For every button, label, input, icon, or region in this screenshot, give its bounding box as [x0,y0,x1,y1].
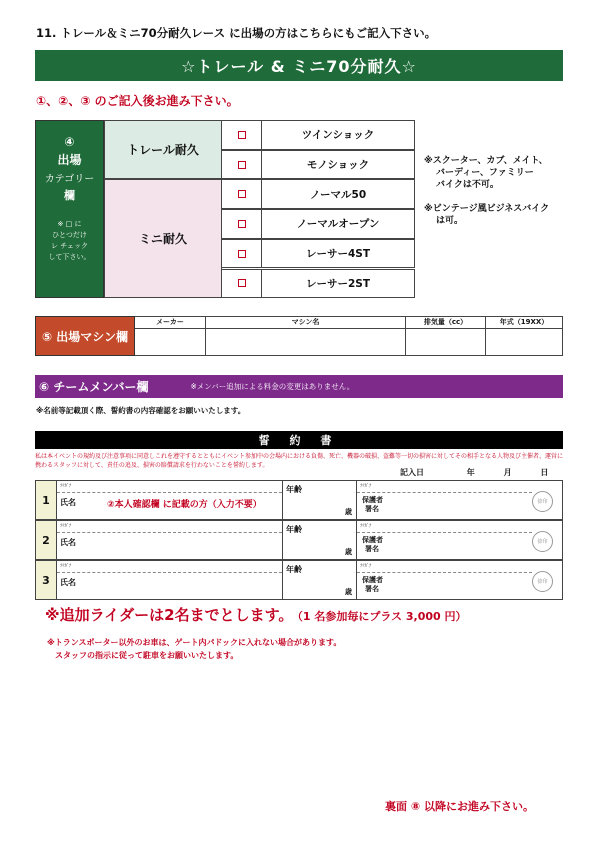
machine-section-label: ⑤ 出場マシン欄 [35,316,135,356]
team-member-label: ⑥ チームメンバー欄 [39,380,149,394]
year-label: 年 [466,468,475,477]
name-confirmation-note: ※名前等記載頂く際、誓約書の内容確認をお願いいたします。 [36,406,246,415]
group-trail-endurance: トレール耐久 [104,120,222,179]
checkbox[interactable] [222,210,262,238]
rider-name-label: 氏名 [60,498,76,507]
rider-age-field[interactable] [283,520,357,560]
section-heading: 11. トレール＆ミニ70分耐久レース に出場の方はこちらにもご記入下さい。 [36,26,437,40]
side-note-line: ※ビンテージ風ビジネスバイク [424,204,550,214]
signature-label: 署名 [365,505,379,513]
seal-stamp-icon: 捺印 [532,491,553,512]
category-number: ④ [64,135,75,149]
month-label: 月 [503,468,512,477]
day-label: 日 [540,468,549,477]
seal-stamp-icon: 捺印 [532,571,553,592]
signature-label: 署名 [365,545,379,553]
displacement-header: 排気量（cc） [406,317,485,329]
guardian-label: 保護者 [362,576,383,584]
extra-riders-notice [45,604,466,625]
side-note-line: バーディー、ファミリー [436,168,534,178]
model-year-field[interactable] [486,316,563,356]
furigana-divider [357,532,532,533]
side-note-line: は可。 [436,216,464,226]
group-mini-endurance: ミニ耐久 [104,179,222,298]
machine-name-field[interactable] [206,316,406,356]
option-label: ノーマルオープン [296,218,380,231]
age-label: 年齢 [286,565,302,574]
option-label: レーサー2ST [305,277,371,290]
side-note-prohibited [424,155,548,191]
rider-identity-note: ②本人確認欄 に記載の方（入力不要） [107,500,262,510]
option-row-normal50[interactable] [222,179,415,209]
category-title-line1: 出場 [57,153,82,167]
rider-number: 3 [35,560,57,600]
checkbox-square-icon [238,279,246,287]
age-unit: 歳 [345,508,352,516]
rider-name-label: 氏名 [60,538,76,547]
rider-number: 1 [35,480,57,520]
guardian-furigana-label: ﾌﾘｶﾞﾅ [360,524,372,529]
furigana-divider [357,572,532,573]
machine-name-header: マシン名 [206,317,405,329]
maker-header: メーカー [135,317,205,329]
guardian-label: 保護者 [362,496,383,504]
option-label: モノショック [306,159,370,172]
option-row-mono-shock[interactable] [222,150,415,180]
checkbox-square-icon [238,190,246,198]
category-note [36,219,103,263]
option-label: レーサー4ST [305,248,371,261]
checkbox[interactable] [222,121,262,149]
category-note-line: ※ □ に [57,220,82,228]
displacement-field[interactable] [406,316,486,356]
rider-name-field[interactable] [57,480,283,520]
checkbox[interactable] [222,270,262,298]
category-title-line3: 欄 [64,189,75,202]
age-unit: 歳 [345,548,352,556]
checkbox[interactable] [222,151,262,179]
category-note-line: して下さい。 [48,253,91,261]
guardian-signature-field[interactable] [357,480,563,520]
signature-label: 署名 [365,585,379,593]
checkbox[interactable] [222,240,262,268]
category-note-line: ひとつだけ [52,231,87,239]
extra-riders-text: ※追加ライダーは2名までとします。 [45,606,294,624]
transporter-line: スタッフの指示に従って駐車をお願いいたします。 [55,651,239,660]
option-row-normal-open[interactable] [222,209,415,239]
checkbox-square-icon [238,161,246,169]
checkbox-square-icon [238,250,246,258]
pledge-title: 誓 約 書 [35,431,563,449]
guardian-furigana-label: ﾌﾘｶﾞﾅ [360,564,372,569]
rider-furigana-label: ﾌﾘｶﾞﾅ [60,524,72,529]
option-label: ツインショック [301,129,375,142]
age-unit: 歳 [345,588,352,596]
checkbox[interactable] [222,180,262,208]
rider-furigana-label: ﾌﾘｶﾞﾅ [60,484,72,489]
rider-name-field[interactable] [57,560,283,600]
team-member-bar [35,375,563,398]
guardian-signature-field[interactable] [357,560,563,600]
category-header-cell [35,120,104,298]
entry-date-label: 記入日 [400,468,424,477]
age-label: 年齢 [286,485,302,494]
option-row-twin-shock[interactable] [222,120,415,150]
category-title-line2: カテゴリー [44,174,95,185]
footer-next-page: 裏面 ⑧ 以降にお進み下さい。 [385,800,534,813]
pledge-text: 私は本イベントの規約及び注意事項に同意しこれを遵守するとともにイベント参加中の会場内における負傷、死亡、機器の破損、盗難等一切の損害に対してその相手となる人物及び主催者、運営に携わるスタッフに対して、責任の追及、損害の賠償請求を行わないことを誓約します。 [35,453,564,469]
furigana-divider [357,492,532,493]
instruction-text: ①、②、③ のご記入後お進み下さい。 [36,94,239,108]
checkbox-square-icon [238,131,246,139]
team-member-note: ※メンバー追加による料金の変更はありません。 [190,382,355,391]
maker-field[interactable] [135,316,206,356]
guardian-signature-field[interactable] [357,520,563,560]
option-row-racer-4st[interactable] [222,239,415,269]
side-note-line: バイクは不可。 [436,180,499,190]
furigana-divider [57,492,282,493]
rider-number: 2 [35,520,57,560]
rider-name-field[interactable] [57,520,283,560]
rider-name-label: 氏名 [60,578,76,587]
rider-furigana-label: ﾌﾘｶﾞﾅ [60,564,72,569]
transporter-notice [47,636,341,662]
option-label: ノーマル50 [309,188,367,201]
title-banner: ☆トレール & ミニ70分耐久☆ [35,50,563,81]
guardian-label: 保護者 [362,536,383,544]
furigana-divider [57,572,282,573]
entry-date [400,467,548,478]
guardian-furigana-label: ﾌﾘｶﾞﾅ [360,484,372,489]
checkbox-square-icon [238,220,246,228]
model-year-header: 年式（19XX） [486,317,562,329]
category-note-line: レ チェック [50,242,88,250]
side-note-allowed [424,203,549,227]
furigana-divider [57,532,282,533]
option-row-racer-2st[interactable] [222,269,415,299]
rider-age-field[interactable] [283,560,357,600]
side-note-line: ※スクーター、カブ、メイト、 [424,156,548,166]
extra-riders-fee: （1 名参加毎にプラス 3,000 円） [297,610,467,623]
seal-stamp-icon: 捺印 [532,531,553,552]
transporter-line: ※トランスポーター以外のお車は、ゲート内パドックに入れない場合があります。 [47,638,342,647]
rider-age-field[interactable] [283,480,357,520]
age-label: 年齢 [286,525,302,534]
